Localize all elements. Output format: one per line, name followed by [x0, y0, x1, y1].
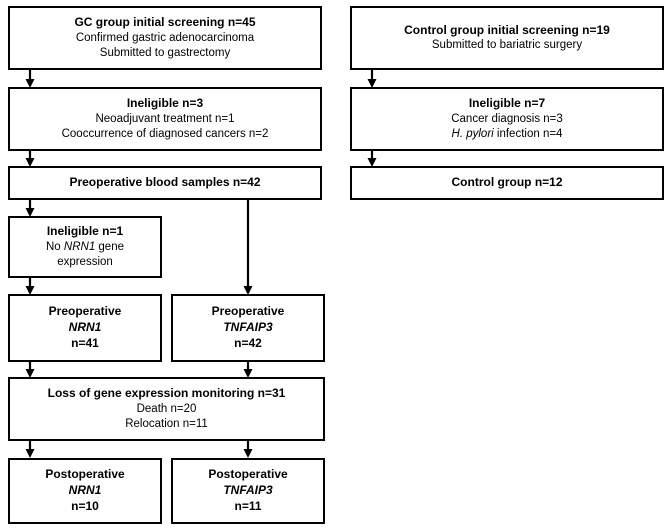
node-postoperative-tnfaip3	[171, 458, 325, 524]
italic-species-name: H. pylori	[451, 127, 494, 140]
node-line: n=10	[71, 498, 99, 513]
node-line: Preoperative blood samples n=42	[69, 175, 261, 190]
node-line-gene	[223, 483, 272, 499]
node-line: Submitted to bariatric surgery	[431, 39, 583, 52]
node-line: Preoperative	[211, 304, 285, 319]
italic-gene-name: NRN1	[68, 320, 102, 335]
node-loss-of-gene-expression-monitoring	[8, 377, 325, 441]
node-line: Cancer diagnosis n=3	[451, 112, 563, 125]
node-line: Preoperative	[48, 304, 122, 319]
node-line: Loss of gene expression monitoring n=31	[47, 385, 286, 400]
arrow-control-initial-to-ineligible7	[342, 70, 402, 88]
arrow-ineligible7-to-control-group	[342, 151, 402, 167]
italic-gene-name: TNFAIP3	[223, 320, 273, 335]
arrow-loss-monitoring-to-postop-nrn1	[0, 441, 60, 458]
italic-gene-name: TNFAIP3	[223, 483, 273, 498]
node-line: expression	[57, 255, 113, 268]
node-control-ineligible-7	[350, 87, 664, 151]
node-line-gene	[69, 320, 102, 336]
node-line: n=41	[71, 335, 99, 350]
node-line: Submitted to gastrectomy	[99, 46, 231, 59]
node-postoperative-nrn1	[8, 458, 162, 524]
node-line: Cooccurrence of diagnosed cancers n=2	[61, 127, 269, 140]
node-line: Confirmed gastric adenocarcinoma	[75, 31, 255, 44]
node-preoperative-blood-samples	[8, 166, 322, 200]
node-line-gene	[69, 483, 102, 499]
arrow-ineligible3-to-preop-blood	[0, 151, 60, 167]
node-gc-initial-screening	[8, 6, 322, 70]
node-control-initial-screening	[350, 6, 664, 70]
node-gc-ineligible-1	[8, 216, 162, 278]
node-line: Ineligible n=7	[468, 95, 546, 110]
italic-gene-name: NRN1	[63, 240, 96, 253]
node-preoperative-tnfaip3	[171, 294, 325, 362]
arrow-loss-monitoring-to-postop-tnfaip3	[218, 441, 278, 458]
node-line: Death n=20	[136, 402, 197, 415]
arrow-ineligible1-to-preop-nrn1	[0, 278, 60, 295]
node-line: Ineligible n=1	[46, 223, 124, 238]
node-line: Control group n=12	[451, 175, 563, 190]
node-line: Relocation n=11	[125, 417, 208, 430]
node-line: Ineligible n=3	[126, 95, 204, 110]
node-line: Neoadjuvant treatment n=1	[95, 112, 235, 125]
node-line: Control group initial screening n=19	[404, 22, 610, 37]
node-line-italic-nrn1: No NRN1 gene	[46, 240, 124, 253]
node-line: GC group initial screening n=45	[74, 14, 256, 29]
node-preoperative-nrn1	[8, 294, 162, 362]
arrow-preop-blood-to-ineligible1	[0, 200, 60, 217]
italic-gene-name: NRN1	[68, 483, 102, 498]
node-control-group-12	[350, 166, 664, 200]
arrow-preop-blood-to-preop-tnfaip3	[218, 200, 278, 295]
node-line-gene	[223, 320, 272, 336]
node-gc-ineligible-3	[8, 87, 322, 151]
arrow-preop-tnfaip3-to-loss-monitoring	[218, 362, 278, 378]
node-line-italic-hpylori: H. pylori infection n=4	[451, 127, 563, 140]
node-line: Postoperative	[45, 467, 125, 482]
node-line: n=42	[234, 335, 262, 350]
arrow-preop-nrn1-to-loss-monitoring	[0, 362, 60, 378]
node-line: Postoperative	[208, 467, 288, 482]
arrow-gc-initial-to-ineligible3	[0, 70, 60, 88]
node-line: n=11	[234, 498, 262, 513]
